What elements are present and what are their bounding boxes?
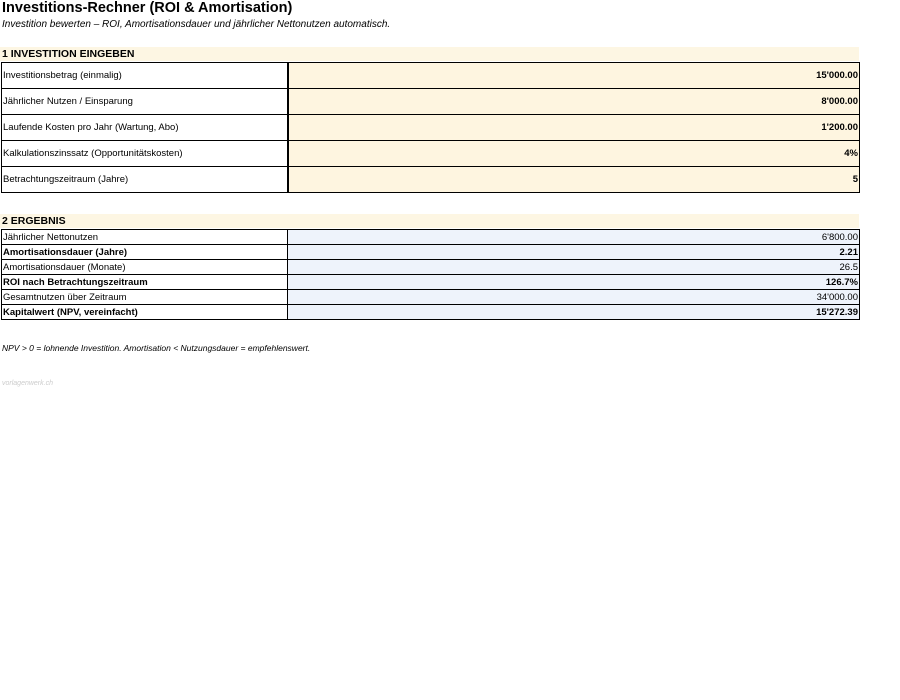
running-costs-input[interactable]: 1'200.00: [288, 115, 860, 141]
note-text: NPV > 0 = lohnende Investition. Amortisation < Nutzungsdauer = empfehlenswert.: [2, 343, 311, 353]
input-section-header: 1 INVESTITION EINGEBEN: [0, 47, 859, 61]
input-label: Betrachtungszeitraum (Jahre): [2, 167, 288, 193]
result-section-header: 2 ERGEBNIS: [0, 214, 859, 228]
result-label: Amortisationsdauer (Monate): [2, 260, 288, 275]
input-row-investment: [2, 63, 860, 89]
result-row: [2, 260, 860, 275]
result-label: Jährlicher Nettonutzen: [2, 230, 288, 245]
result-label: Gesamtnutzen über Zeitraum: [2, 290, 288, 305]
input-row-running-costs: [2, 115, 860, 141]
payback-months-value[interactable]: 26.5: [288, 260, 860, 275]
result-row: [2, 275, 860, 290]
roi-value[interactable]: 126.7%: [288, 275, 860, 290]
result-row: [2, 305, 860, 320]
input-row-annual-benefit: [2, 89, 860, 115]
result-table: [1, 229, 860, 320]
interest-rate-input[interactable]: 4%: [288, 141, 860, 167]
result-row: [2, 230, 860, 245]
period-years-input[interactable]: 5: [288, 167, 860, 193]
result-row: [2, 290, 860, 305]
page-title: Investitions-Rechner (ROI & Amortisation): [2, 0, 293, 16]
payback-years-value[interactable]: 2.21: [288, 245, 860, 260]
result-row: [2, 245, 860, 260]
investment-amount-input[interactable]: 15'000.00: [288, 63, 860, 89]
input-label: Kalkulationszinssatz (Opportunitätskosten): [2, 141, 288, 167]
npv-value[interactable]: 15'272.39: [288, 305, 860, 320]
total-benefit-value[interactable]: 34'000.00: [288, 290, 860, 305]
input-row-interest-rate: [2, 141, 860, 167]
result-label: Kapitalwert (NPV, vereinfacht): [2, 305, 288, 320]
input-label: Investitionsbetrag (einmalig): [2, 63, 288, 89]
annual-benefit-input[interactable]: 8'000.00: [288, 89, 860, 115]
page-subtitle: Investition bewerten – ROI, Amortisationsdauer und jährlicher Nettonutzen automatisch.: [2, 19, 391, 30]
input-table: [1, 62, 860, 193]
annual-net-benefit-value[interactable]: 6'800.00: [288, 230, 860, 245]
input-label: Jährlicher Nutzen / Einsparung: [2, 89, 288, 115]
result-label: ROI nach Betrachtungszeitraum: [2, 275, 288, 290]
result-label: Amortisationsdauer (Jahre): [2, 245, 288, 260]
footer-watermark: vorlagenwerk.ch: [2, 380, 53, 387]
input-label: Laufende Kosten pro Jahr (Wartung, Abo): [2, 115, 288, 141]
input-row-period: [2, 167, 860, 193]
